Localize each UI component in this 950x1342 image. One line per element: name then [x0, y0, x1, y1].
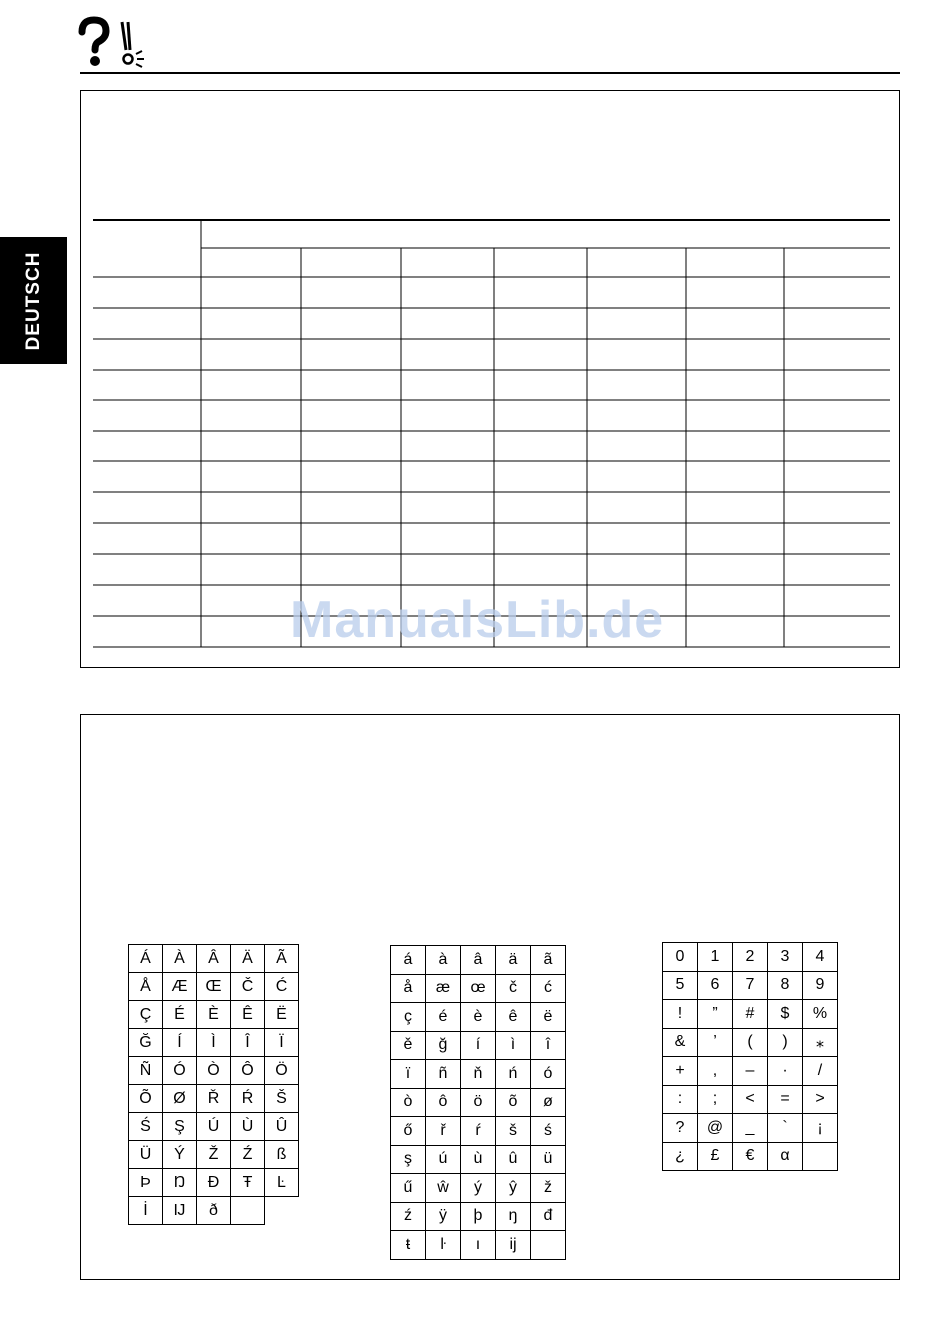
- character-cell: α: [768, 1142, 803, 1171]
- character-cell: ’: [698, 1028, 733, 1057]
- character-cell: 2: [733, 943, 768, 972]
- character-row: [391, 1117, 566, 1146]
- character-cell: è: [461, 1003, 496, 1032]
- character-cell: &: [663, 1028, 698, 1057]
- character-cell: à: [426, 946, 461, 975]
- character-cell: 5: [663, 971, 698, 1000]
- character-cell: Ü: [129, 1141, 163, 1169]
- character-cell: [231, 1197, 265, 1225]
- character-cell: ŕ: [461, 1117, 496, 1146]
- character-cell: ž: [531, 1174, 566, 1203]
- character-cell: ř: [426, 1117, 461, 1146]
- character-cell: Ã: [265, 945, 299, 973]
- character-cell: Æ: [163, 973, 197, 1001]
- character-row: [663, 1028, 838, 1057]
- character-cell: Ğ: [129, 1029, 163, 1057]
- symbol-character-table: [662, 942, 838, 1171]
- character-cell: ã: [531, 946, 566, 975]
- character-cell: <: [733, 1085, 768, 1114]
- character-cell: É: [163, 1001, 197, 1029]
- character-cell: ¿: [663, 1142, 698, 1171]
- character-cell: Ò: [197, 1057, 231, 1085]
- character-cell: ü: [531, 1145, 566, 1174]
- character-cell: >: [803, 1085, 838, 1114]
- character-cell: ş: [391, 1145, 426, 1174]
- character-cell: /: [803, 1057, 838, 1086]
- character-cell: 1: [698, 943, 733, 972]
- character-cell: ń: [496, 1060, 531, 1089]
- character-cell: ŧ: [391, 1231, 426, 1260]
- character-cell: Ç: [129, 1001, 163, 1029]
- character-cell: Ř: [197, 1085, 231, 1113]
- character-cell: Ñ: [129, 1057, 163, 1085]
- character-cell: Š: [265, 1085, 299, 1113]
- character-cell: ě: [391, 1031, 426, 1060]
- character-row: [129, 1085, 299, 1113]
- character-cell: Â: [197, 945, 231, 973]
- character-row: [391, 1088, 566, 1117]
- character-cell: ñ: [426, 1060, 461, 1089]
- character-cell: Ŀ: [265, 1169, 299, 1197]
- character-cell: Î: [231, 1029, 265, 1057]
- character-row: [129, 1029, 299, 1057]
- character-cell: Ž: [197, 1141, 231, 1169]
- character-cell: Õ: [129, 1085, 163, 1113]
- character-cell: ú: [426, 1145, 461, 1174]
- character-cell: –: [733, 1057, 768, 1086]
- character-cell: `: [768, 1114, 803, 1143]
- character-cell: Œ: [197, 973, 231, 1001]
- character-row: [663, 1142, 838, 1171]
- character-cell: â: [461, 946, 496, 975]
- character-cell: %: [803, 1000, 838, 1029]
- character-cell: Ä: [231, 945, 265, 973]
- character-row: [129, 1057, 299, 1085]
- character-cell: ź: [391, 1202, 426, 1231]
- character-cell: Ê: [231, 1001, 265, 1029]
- character-cell: £: [698, 1142, 733, 1171]
- character-cell: Đ: [197, 1169, 231, 1197]
- character-cell: +: [663, 1057, 698, 1086]
- character-cell: È: [197, 1001, 231, 1029]
- character-cell: Ŋ: [163, 1169, 197, 1197]
- character-cell: [265, 1197, 299, 1225]
- character-row: [129, 1169, 299, 1197]
- character-row: [663, 1114, 838, 1143]
- character-cell: ë: [531, 1003, 566, 1032]
- character-cell: ä: [496, 946, 531, 975]
- character-cell: á: [391, 946, 426, 975]
- character-cell: ï: [391, 1060, 426, 1089]
- character-row: [129, 973, 299, 1001]
- character-row: [391, 1174, 566, 1203]
- watermark: ManualsLib.de: [290, 591, 665, 649]
- character-cell: 6: [698, 971, 733, 1000]
- character-cell: õ: [496, 1088, 531, 1117]
- character-row: [391, 946, 566, 975]
- character-row: [663, 1000, 838, 1029]
- character-cell: 3: [768, 943, 803, 972]
- character-cell: ø: [531, 1088, 566, 1117]
- character-cell: ŵ: [426, 1174, 461, 1203]
- character-cell: ?: [663, 1114, 698, 1143]
- character-cell: ı: [461, 1231, 496, 1260]
- character-cell: å: [391, 974, 426, 1003]
- character-cell: ò: [391, 1088, 426, 1117]
- character-cell: _: [733, 1114, 768, 1143]
- character-row: [129, 1141, 299, 1169]
- character-cell: ć: [531, 974, 566, 1003]
- character-cell: ì: [496, 1031, 531, 1060]
- character-cell: ö: [461, 1088, 496, 1117]
- character-cell: !: [663, 1000, 698, 1029]
- character-cell: :: [663, 1085, 698, 1114]
- character-cell: ß: [265, 1141, 299, 1169]
- character-cell: 7: [733, 971, 768, 1000]
- character-row: [663, 1057, 838, 1086]
- character-cell: #: [733, 1000, 768, 1029]
- character-cell: 0: [663, 943, 698, 972]
- character-cell: Ŧ: [231, 1169, 265, 1197]
- character-cell: Ö: [265, 1057, 299, 1085]
- character-cell: Ś: [129, 1113, 163, 1141]
- character-cell: $: [768, 1000, 803, 1029]
- character-cell: ð: [197, 1197, 231, 1225]
- character-cell: ¡: [803, 1114, 838, 1143]
- character-row: [391, 1145, 566, 1174]
- language-tab-label: DEUTSCH: [22, 251, 44, 350]
- character-row: [391, 1060, 566, 1089]
- character-cell: Ë: [265, 1001, 299, 1029]
- character-cell: ,: [698, 1057, 733, 1086]
- character-cell: 8: [768, 971, 803, 1000]
- character-row: [391, 1003, 566, 1032]
- character-cell: ù: [461, 1145, 496, 1174]
- character-cell: ŀ: [426, 1231, 461, 1260]
- character-row: [129, 1113, 299, 1141]
- character-cell: Ý: [163, 1141, 197, 1169]
- character-cell: í: [461, 1031, 496, 1060]
- character-cell: œ: [461, 974, 496, 1003]
- character-cell: Ó: [163, 1057, 197, 1085]
- character-cell: 4: [803, 943, 838, 972]
- character-cell: ŋ: [496, 1202, 531, 1231]
- character-row: [129, 1001, 299, 1029]
- character-row: [391, 1031, 566, 1060]
- character-cell: Ù: [231, 1113, 265, 1141]
- character-cell: ê: [496, 1003, 531, 1032]
- character-cell: [803, 1142, 838, 1171]
- character-cell: 9: [803, 971, 838, 1000]
- uppercase-character-table: [128, 944, 299, 1225]
- character-cell: ·: [768, 1057, 803, 1086]
- character-row: [663, 1085, 838, 1114]
- character-cell: ó: [531, 1060, 566, 1089]
- character-cell: ň: [461, 1060, 496, 1089]
- character-cell: ⁎: [803, 1028, 838, 1057]
- character-cell: đ: [531, 1202, 566, 1231]
- character-cell: ç: [391, 1003, 426, 1032]
- character-cell: Ş: [163, 1113, 197, 1141]
- character-cell: Û: [265, 1113, 299, 1141]
- character-cell: ĳ: [496, 1231, 531, 1260]
- character-cell: Ø: [163, 1085, 197, 1113]
- character-cell: ÿ: [426, 1202, 461, 1231]
- character-cell: é: [426, 1003, 461, 1032]
- character-cell: [531, 1231, 566, 1260]
- character-cell: š: [496, 1117, 531, 1146]
- character-cell: Ô: [231, 1057, 265, 1085]
- character-cell: Í: [163, 1029, 197, 1057]
- character-cell: ô: [426, 1088, 461, 1117]
- character-cell: Ĳ: [163, 1197, 197, 1225]
- character-cell: ”: [698, 1000, 733, 1029]
- character-cell: €: [733, 1142, 768, 1171]
- character-cell: Å: [129, 973, 163, 1001]
- character-cell: Þ: [129, 1169, 163, 1197]
- character-row: [391, 1231, 566, 1260]
- character-cell: ŷ: [496, 1174, 531, 1203]
- character-cell: =: [768, 1085, 803, 1114]
- character-cell: æ: [426, 974, 461, 1003]
- character-cell: Á: [129, 945, 163, 973]
- character-row: [129, 945, 299, 973]
- character-cell: İ: [129, 1197, 163, 1225]
- character-cell: ý: [461, 1174, 496, 1203]
- character-row: [663, 943, 838, 972]
- character-cell: Ú: [197, 1113, 231, 1141]
- character-cell: ś: [531, 1117, 566, 1146]
- character-cell: Ŕ: [231, 1085, 265, 1113]
- character-cell: Ì: [197, 1029, 231, 1057]
- character-cell: î: [531, 1031, 566, 1060]
- character-cell: Č: [231, 973, 265, 1001]
- character-cell: Ź: [231, 1141, 265, 1169]
- character-cell: ű: [391, 1174, 426, 1203]
- character-row: [129, 1197, 299, 1225]
- character-cell: Ï: [265, 1029, 299, 1057]
- character-cell: č: [496, 974, 531, 1003]
- character-cell: ;: [698, 1085, 733, 1114]
- character-cell: @: [698, 1114, 733, 1143]
- character-cell: ): [768, 1028, 803, 1057]
- character-cell: ő: [391, 1117, 426, 1146]
- lowercase-character-table: [390, 945, 566, 1260]
- character-cell: ğ: [426, 1031, 461, 1060]
- character-cell: Ć: [265, 973, 299, 1001]
- character-cell: À: [163, 945, 197, 973]
- character-row: [391, 974, 566, 1003]
- character-cell: þ: [461, 1202, 496, 1231]
- character-row: [663, 971, 838, 1000]
- character-cell: û: [496, 1145, 531, 1174]
- character-row: [391, 1202, 566, 1231]
- character-cell: (: [733, 1028, 768, 1057]
